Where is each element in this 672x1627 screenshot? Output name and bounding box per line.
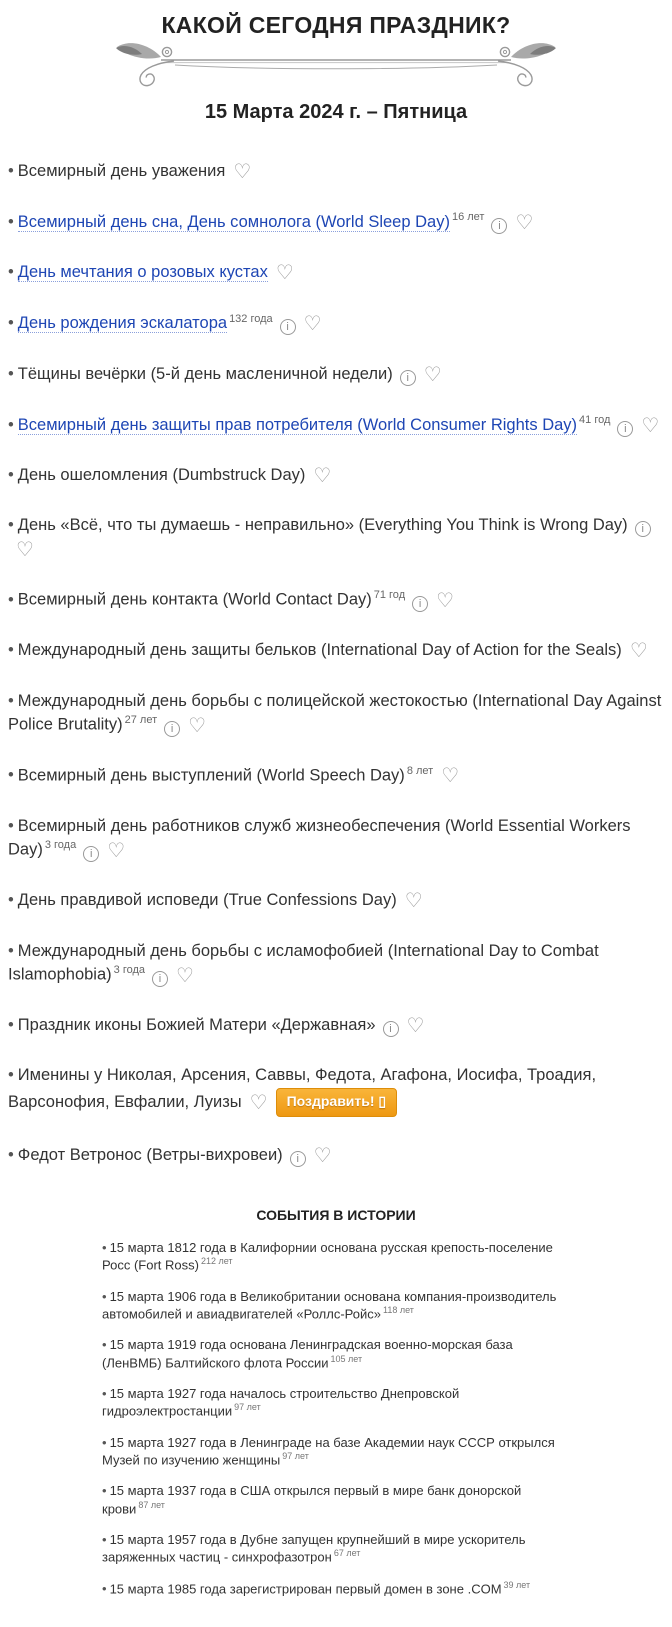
favorite-heart-icon[interactable]: ♡ xyxy=(303,313,322,336)
holiday-link[interactable]: Всемирный день защиты прав потребителя (World Consumer Rights Day) xyxy=(17,415,578,434)
holiday-item xyxy=(8,588,664,612)
holiday-title: Международный день защиты бельков (International Day of Action for the Seals) xyxy=(17,641,622,660)
event-item xyxy=(102,1288,570,1323)
event-age-badge: 39 лет xyxy=(503,1579,531,1590)
holiday-item xyxy=(8,413,664,437)
holiday-item xyxy=(8,639,664,662)
info-icon[interactable]: i xyxy=(290,1151,306,1167)
info-icon[interactable]: i xyxy=(617,421,633,437)
holiday-title: Тёщины вечёрки (5-й день масленичной недели) xyxy=(17,364,393,383)
events-list xyxy=(102,1239,570,1597)
holiday-item xyxy=(8,464,664,487)
holiday-link[interactable]: Всемирный день сна, День сомнолога (World Sleep Day) xyxy=(17,212,450,231)
page xyxy=(0,12,672,1597)
holiday-title: Всемирный день уважения xyxy=(17,162,226,180)
favorite-heart-icon[interactable]: ♡ xyxy=(188,714,207,737)
holiday-item xyxy=(8,815,664,862)
age-badge: 27 лет xyxy=(124,714,158,727)
holiday-item xyxy=(8,312,664,336)
bullet-marker: • xyxy=(102,1434,107,1450)
events-title: СОБЫТИЯ В ИСТОРИИ xyxy=(256,1207,416,1224)
bullet-marker: • xyxy=(8,516,14,535)
ornamental-divider-graphic xyxy=(111,41,561,89)
holiday-link[interactable]: День мечтания о розовых кустах xyxy=(17,263,268,282)
info-icon[interactable]: i xyxy=(491,218,507,234)
ornamental-divider xyxy=(0,41,672,89)
favorite-heart-icon[interactable]: ♡ xyxy=(313,465,332,488)
info-icon[interactable]: i xyxy=(164,721,180,737)
favorite-heart-icon[interactable]: ♡ xyxy=(275,262,294,285)
event-item xyxy=(102,1434,570,1469)
age-badge: 132 года xyxy=(229,312,273,325)
event-item xyxy=(102,1531,570,1566)
age-badge: 3 года xyxy=(113,964,145,977)
bullet-marker: • xyxy=(102,1580,107,1596)
bullet-marker: • xyxy=(102,1483,107,1499)
holiday-item xyxy=(8,690,664,737)
favorite-heart-icon[interactable]: ♡ xyxy=(629,640,648,663)
event-text: 15 марта 1957 года в Дубне запущен крупнейший в мире ускоритель заряженных частиц - синхрофазотрон xyxy=(102,1532,526,1565)
favorite-heart-icon[interactable]: ♡ xyxy=(406,1015,425,1038)
holiday-item xyxy=(8,514,664,561)
event-item xyxy=(102,1239,570,1274)
event-age-badge: 87 лет xyxy=(138,1499,165,1510)
holiday-item xyxy=(8,363,664,386)
congratulate-button[interactable]: Поздравить! ▯ xyxy=(276,1088,398,1117)
favorite-heart-icon[interactable]: ♡ xyxy=(641,414,660,437)
age-badge: 16 лет xyxy=(451,211,485,224)
favorite-heart-icon[interactable]: ♡ xyxy=(515,211,534,234)
event-text: 15 марта 1927 года в Ленинграде на базе Академии наук СССР открылся Музей по изучению женщины xyxy=(102,1434,555,1468)
favorite-heart-icon[interactable]: ♡ xyxy=(176,964,194,987)
event-age-badge: 97 лет xyxy=(234,1402,261,1413)
holiday-title: Всемирный день выступлений (World Speech Day) xyxy=(17,766,405,785)
holiday-link[interactable]: День рождения эскалатора xyxy=(17,314,228,333)
holiday-item xyxy=(8,764,664,788)
event-item xyxy=(102,1336,570,1371)
favorite-heart-icon[interactable]: ♡ xyxy=(313,1144,332,1167)
event-item xyxy=(102,1385,570,1420)
bullet-marker: • xyxy=(8,1016,14,1035)
event-text: 15 марта 1937 года в США открылся первый в мире банк донорской крови xyxy=(102,1483,522,1516)
holiday-item xyxy=(8,210,664,234)
holiday-item xyxy=(8,889,664,912)
holiday-title: День правдивой исповеди (True Confessions Day) xyxy=(17,891,397,910)
holiday-title: Международный день борьбы с исламофобией (International Day to Combat Islamophobia) xyxy=(8,941,599,984)
bullet-marker: • xyxy=(102,1337,107,1353)
event-item xyxy=(102,1482,570,1517)
holiday-item xyxy=(8,940,664,987)
bullet-marker: • xyxy=(102,1240,107,1256)
holiday-title: Всемирный день работников служб жизнеобеспечения (World Essential Workers Day) xyxy=(8,816,631,859)
holiday-item xyxy=(8,261,664,284)
age-badge: 3 года xyxy=(44,839,77,852)
event-text: 15 марта 1906 года в Великобритании основана компания-производитель автомобилей и авиадвигателей «Роллс-Ройс» xyxy=(102,1288,557,1322)
event-age-badge: 212 лет xyxy=(200,1256,233,1267)
age-badge: 41 год xyxy=(579,414,611,427)
event-age-badge: 118 лет xyxy=(383,1304,414,1315)
event-item xyxy=(102,1580,570,1597)
age-badge: 71 год xyxy=(373,589,406,602)
info-icon[interactable]: i xyxy=(83,846,99,862)
bullet-marker: • xyxy=(102,1288,107,1304)
date-heading: 15 Марта 2024 г. – Пятница xyxy=(204,101,468,123)
holiday-title: День «Всё, что ты думаешь - неправильно» (Everything You Think is Wrong Day) xyxy=(17,516,628,535)
bullet-marker: • xyxy=(8,364,14,383)
bullet-marker: • xyxy=(8,641,14,660)
bullet-marker: • xyxy=(8,1066,14,1085)
favorite-heart-icon[interactable]: ♡ xyxy=(441,765,460,788)
favorite-heart-icon[interactable]: ♡ xyxy=(249,1091,268,1114)
event-text: 15 марта 1919 года основана Ленинградская военно-морская база (ЛенВМБ) Балтийского флота России xyxy=(102,1337,513,1370)
bullet-marker: • xyxy=(8,466,14,485)
bullet-marker: • xyxy=(8,816,14,835)
favorite-heart-icon[interactable]: ♡ xyxy=(404,890,423,913)
info-icon[interactable]: i xyxy=(280,319,296,335)
holiday-title: Федот Ветронос (Ветры-вихровеи) xyxy=(17,1145,283,1164)
holiday-title: Международный день борьбы с полицейской жестокостью (International Day Against Police Brutality) xyxy=(8,691,662,734)
age-badge: 8 лет xyxy=(406,764,434,777)
bullet-marker: • xyxy=(8,162,14,180)
event-age-badge: 67 лет xyxy=(333,1548,361,1559)
page-title: КАКОЙ СЕГОДНЯ ПРАЗДНИК? xyxy=(161,12,511,38)
bullet-marker: • xyxy=(8,941,14,960)
holiday-item xyxy=(8,1064,664,1116)
holiday-title: День ошеломления (Dumbstruck Day) xyxy=(17,466,306,485)
info-icon[interactable]: i xyxy=(635,521,651,537)
holiday-title: Именины у Николая, Арсения, Саввы, Федота, Агафона, Иосифа, Троадия, Варсонофия, Евфалии, Луизы xyxy=(8,1066,597,1111)
info-icon[interactable]: i xyxy=(152,971,168,987)
favorite-heart-icon[interactable]: ♡ xyxy=(423,363,442,386)
bullet-marker: • xyxy=(8,766,14,785)
favorite-heart-icon[interactable]: ♡ xyxy=(233,161,252,183)
bullet-marker: • xyxy=(8,1145,14,1164)
bullet-marker: • xyxy=(102,1532,107,1547)
event-text: 15 марта 1927 года началось строительство Днепровской гидроэлектростанции xyxy=(102,1386,460,1419)
event-age-badge: 105 лет xyxy=(330,1353,363,1364)
info-icon[interactable]: i xyxy=(400,370,416,386)
holiday-item xyxy=(8,1014,664,1037)
bullet-marker: • xyxy=(8,691,14,710)
favorite-heart-icon[interactable]: ♡ xyxy=(16,538,34,561)
holiday-item xyxy=(8,1144,664,1167)
bullet-marker: • xyxy=(8,590,14,609)
bullet-marker: • xyxy=(8,415,14,434)
holiday-title: Праздник иконы Божией Матери «Державная» xyxy=(17,1016,376,1035)
bullet-marker: • xyxy=(8,263,14,282)
event-text: 15 марта 1812 года в Калифорнии основана русская крепость-поселение Росс (Fort Ross) xyxy=(102,1240,553,1273)
bullet-marker: • xyxy=(8,891,14,910)
bullet-marker: • xyxy=(8,212,14,231)
info-icon[interactable]: i xyxy=(412,596,428,612)
event-text: 15 марта 1985 года зарегистрирован первый домен в зоне .COM xyxy=(109,1580,502,1596)
holiday-list xyxy=(0,160,672,1167)
favorite-heart-icon[interactable]: ♡ xyxy=(436,589,455,612)
info-icon[interactable]: i xyxy=(383,1021,399,1037)
holiday-item xyxy=(8,160,664,183)
bullet-marker: • xyxy=(102,1386,107,1402)
bullet-marker: • xyxy=(8,314,14,333)
event-age-badge: 97 лет xyxy=(282,1450,309,1461)
history-events-section xyxy=(102,1207,570,1597)
holiday-title: Всемирный день контакта (World Contact Day) xyxy=(17,590,372,609)
favorite-heart-icon[interactable]: ♡ xyxy=(107,839,126,862)
